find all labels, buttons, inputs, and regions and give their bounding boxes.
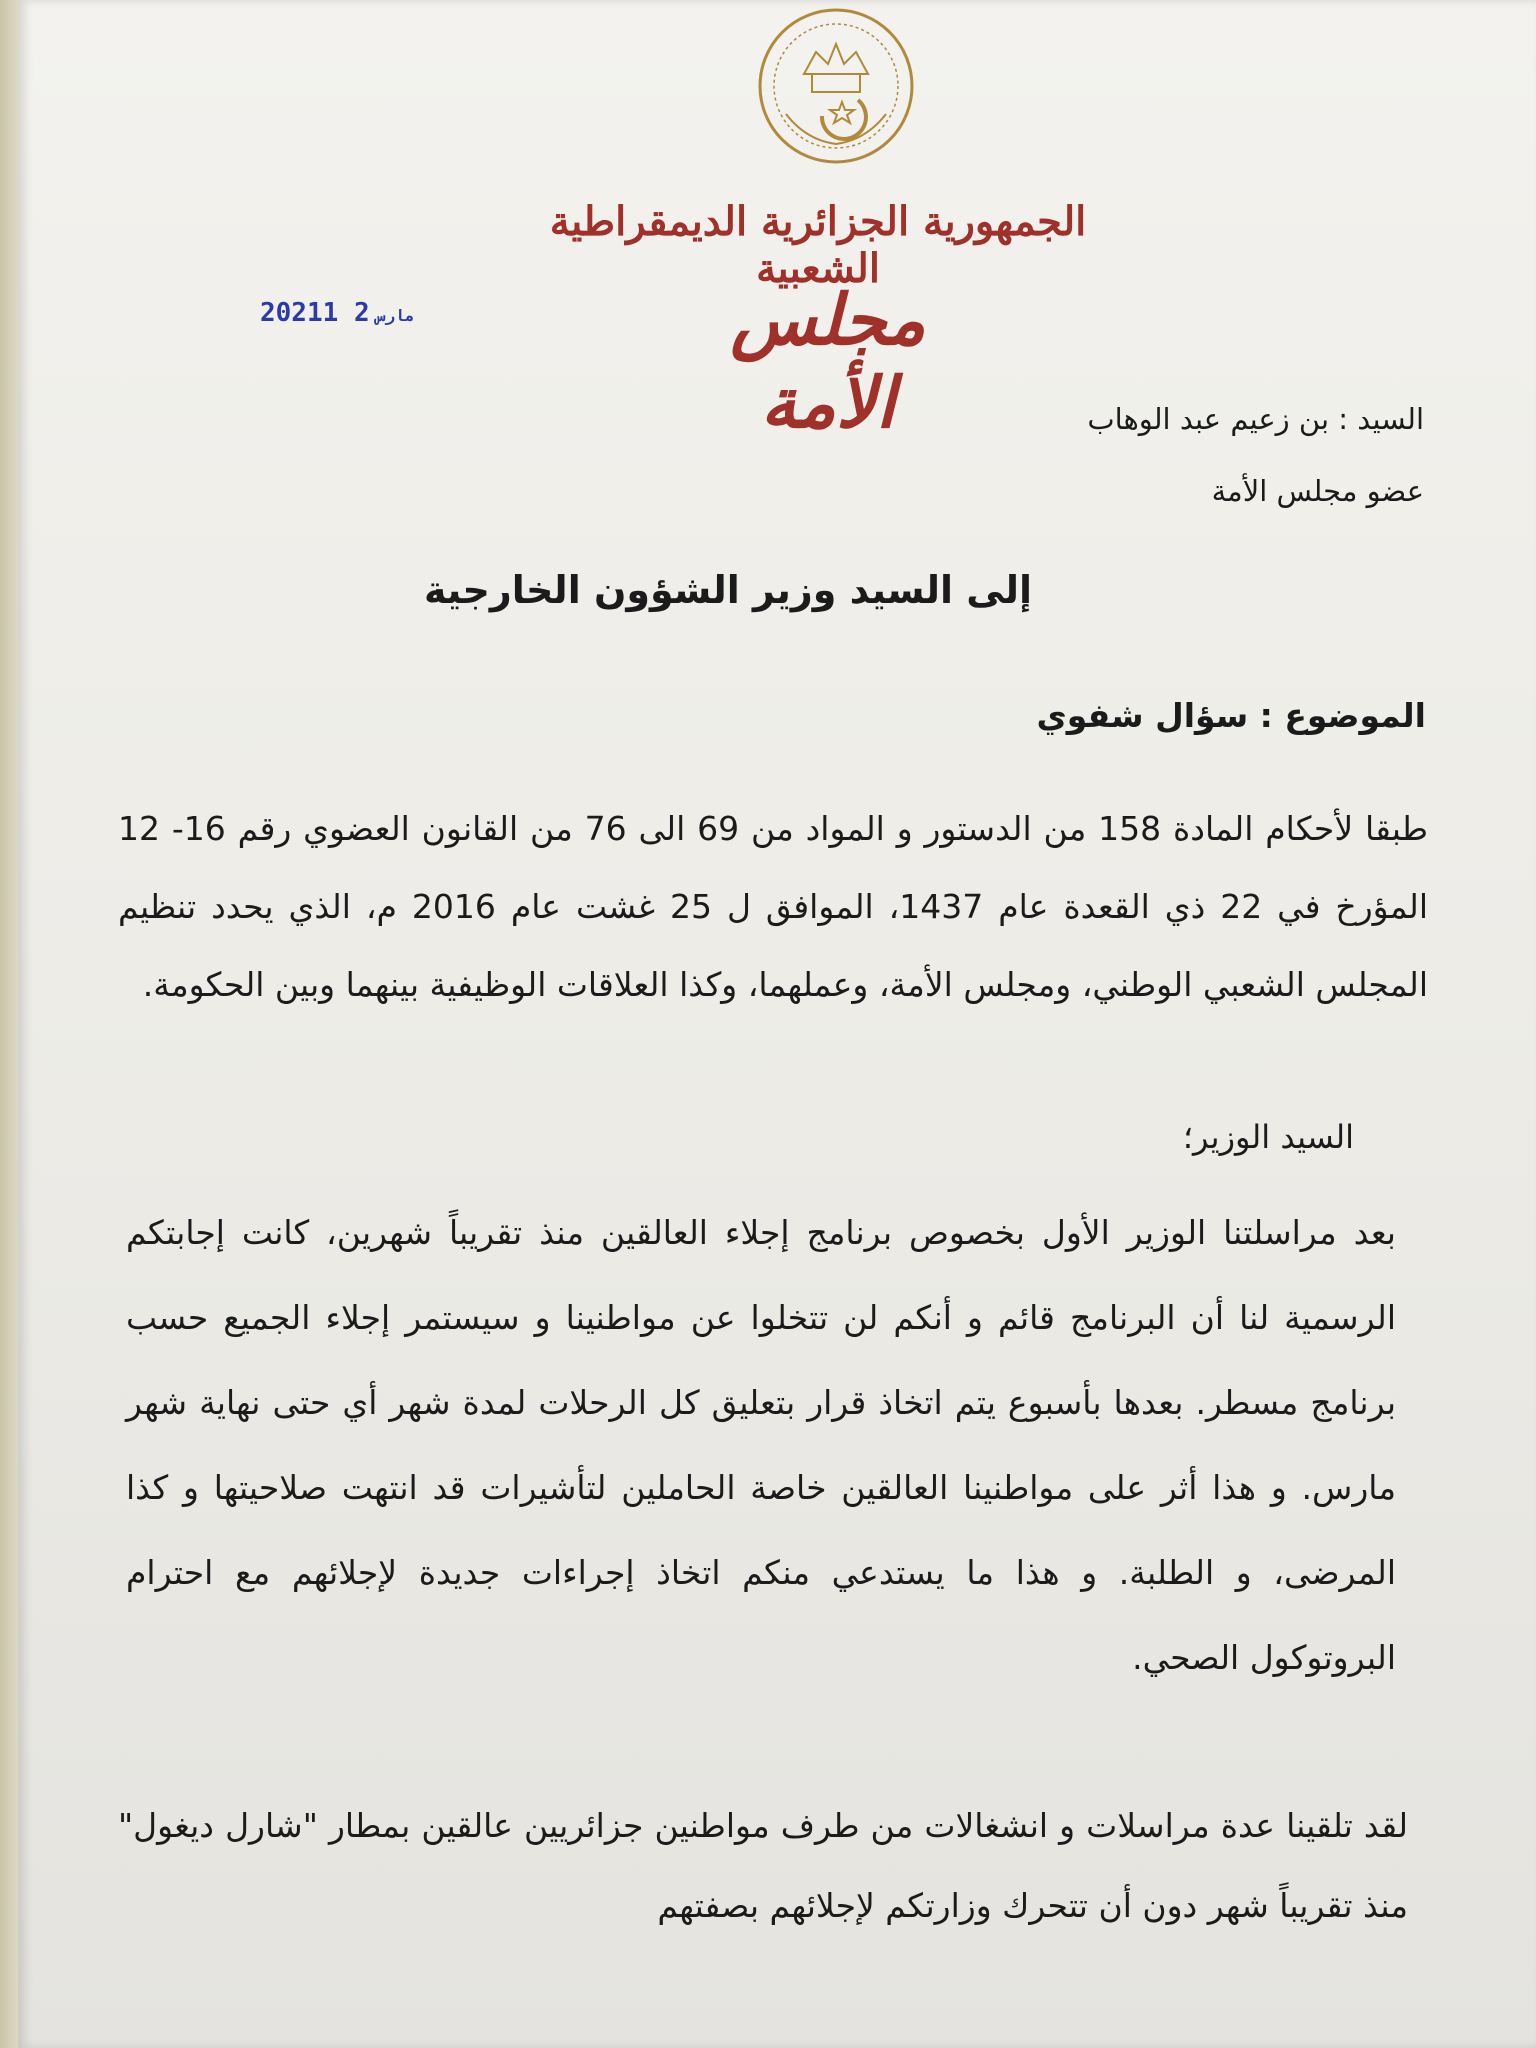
date-stamp — [260, 298, 420, 328]
recipient-line: إلى السيد وزير الشؤون الخارجية — [423, 568, 1033, 612]
subject-line: الموضوع : سؤال شفوي — [1036, 696, 1426, 735]
document-page — [18, 0, 1536, 2048]
stamp-year: 2021 — [260, 298, 323, 328]
emblem-seal — [746, 4, 926, 168]
stamp-day: 2 1 — [322, 298, 370, 328]
seal-graphic — [746, 4, 926, 168]
body-paragraph: بعد مراسلتنا الوزير الأول بخصوص برنامج إجلاء العالقين منذ تقريباً شهرين، كانت إجابتكم الرسمية لنا أن البرنامج قائم و أنكم لن تتخلوا عن مواطنينا و سيستمر إجلاء الجميع حسب برنامج مسطر. بعدها بأسبوع يتم اتخاذ قرار بتعليق كل الرحلات لمدة شهر أي حتى نهاية شهر مارس. و هذا أثر على مواطنينا العالقين خاصة الحاملين لتأشيرات قد انتهت صلاحيتها و كذا المرضى، و الطلبة. و هذا ما يستدعي منكم اتخاذ إجراءات جديدة لإجلائهم مع احترام البروتوكول الصحي. — [126, 1213, 1396, 1677]
salutation: السيد الوزير؛ — [1182, 1118, 1354, 1156]
body-paragraph-continued: لقد تلقينا عدة مراسلات و انشغالات من طرف مواطنين جزائريين عالقين بمطار "شارل ديغول" منذ تقريباً شهر دون أن تتحرك وزارتكم لإجلائهم بصفتهم — [118, 1806, 1408, 1925]
republic-name: الجمهورية الجزائرية الديمقراطية الشعبية — [549, 198, 1087, 292]
stamp-month: مارس — [375, 306, 415, 325]
sender-role: عضو مجلس الأمة — [1211, 474, 1424, 508]
legal-basis-paragraph: طبقا لأحكام المادة 158 من الدستور و المواد من 69 الى 76 من القانون العضوي رقم 16- 12 المؤرخ في 22 ذي القعدة عام 1437، الموافق ل 25 غشت عام 2016 م، الذي يحدد تنظيم المجلس الشعبي الوطني، ومجلس الأمة، وعملهما، وكذا العلاقات الوظيفية بينهما وبين الحكومة. — [118, 809, 1428, 1004]
council-name: مجلس الأمة — [730, 278, 926, 444]
sender-name: السيد : بن زعيم عبد الوهاب — [1087, 402, 1424, 436]
